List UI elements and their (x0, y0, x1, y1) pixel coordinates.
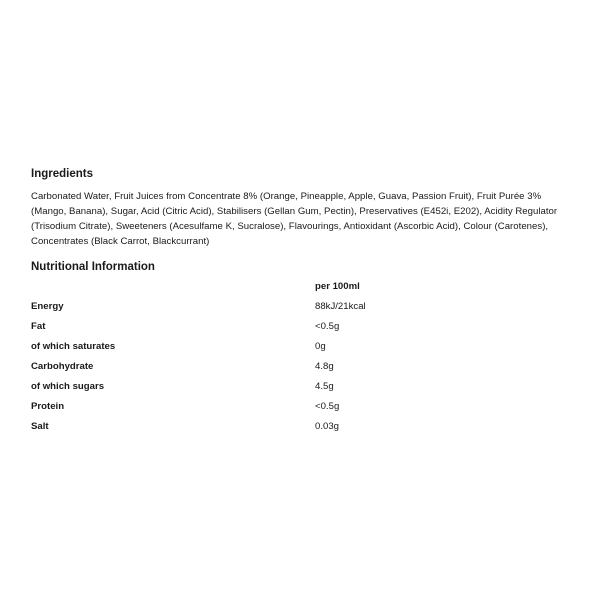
nutrient-label: Carbohydrate (31, 361, 94, 372)
nutrient-label: Fat (31, 321, 46, 332)
nutrition-row-protein (31, 399, 576, 419)
nutrition-header-row (31, 279, 576, 299)
nutrient-label: of which saturates (31, 341, 116, 352)
ingredients-heading: Ingredients (31, 168, 93, 180)
nutrition-row-fat (31, 319, 576, 339)
nutrition-table (31, 279, 576, 439)
nutrient-label: Salt (31, 421, 49, 432)
nutrient-value: <0.5g (315, 321, 340, 332)
nutrient-value: 88kJ/21kcal (315, 301, 366, 312)
nutrient-value: 0g (315, 341, 326, 352)
nutrient-value: 4.8g (315, 361, 334, 372)
per-100ml-header: per 100ml (315, 281, 360, 292)
nutrition-heading: Nutritional Information (31, 261, 155, 273)
nutrient-label: Energy (31, 301, 64, 312)
nutrition-section (31, 259, 576, 432)
nutrient-label: of which sugars (31, 381, 105, 392)
nutrition-row-salt (31, 419, 576, 439)
nutrition-row-energy (31, 299, 576, 319)
nutrition-row-carbohydrate (31, 359, 576, 379)
nutrient-label: Protein (31, 401, 65, 412)
ingredients-section (31, 166, 576, 249)
nutrient-value: 0.03g (315, 421, 340, 432)
nutrient-value: 4.5g (315, 381, 334, 392)
nutrient-value: <0.5g (315, 401, 340, 412)
ingredients-text: Carbonated Water, Fruit Juices from Concentrate 8% (Orange, Pineapple, Apple, Guava, Passion Fruit), Fruit Purée 3% (Mango, Banana), Sugar, Acid (Citric Acid), Stabilisers (Gellan Gum, Pectin), Preservatives (E452i, E202), Acidity Regulator (Trisodium Citrate), Sweeteners (Acesulfame K, Sucralose), Flavourings, Antioxidant (Ascorbic Acid), Colour (Carotenes), Concentrates (Black Carrot, Blackcurrant) (31, 191, 558, 247)
nutrition-row-saturates (31, 339, 576, 359)
nutrition-row-sugars (31, 379, 576, 399)
